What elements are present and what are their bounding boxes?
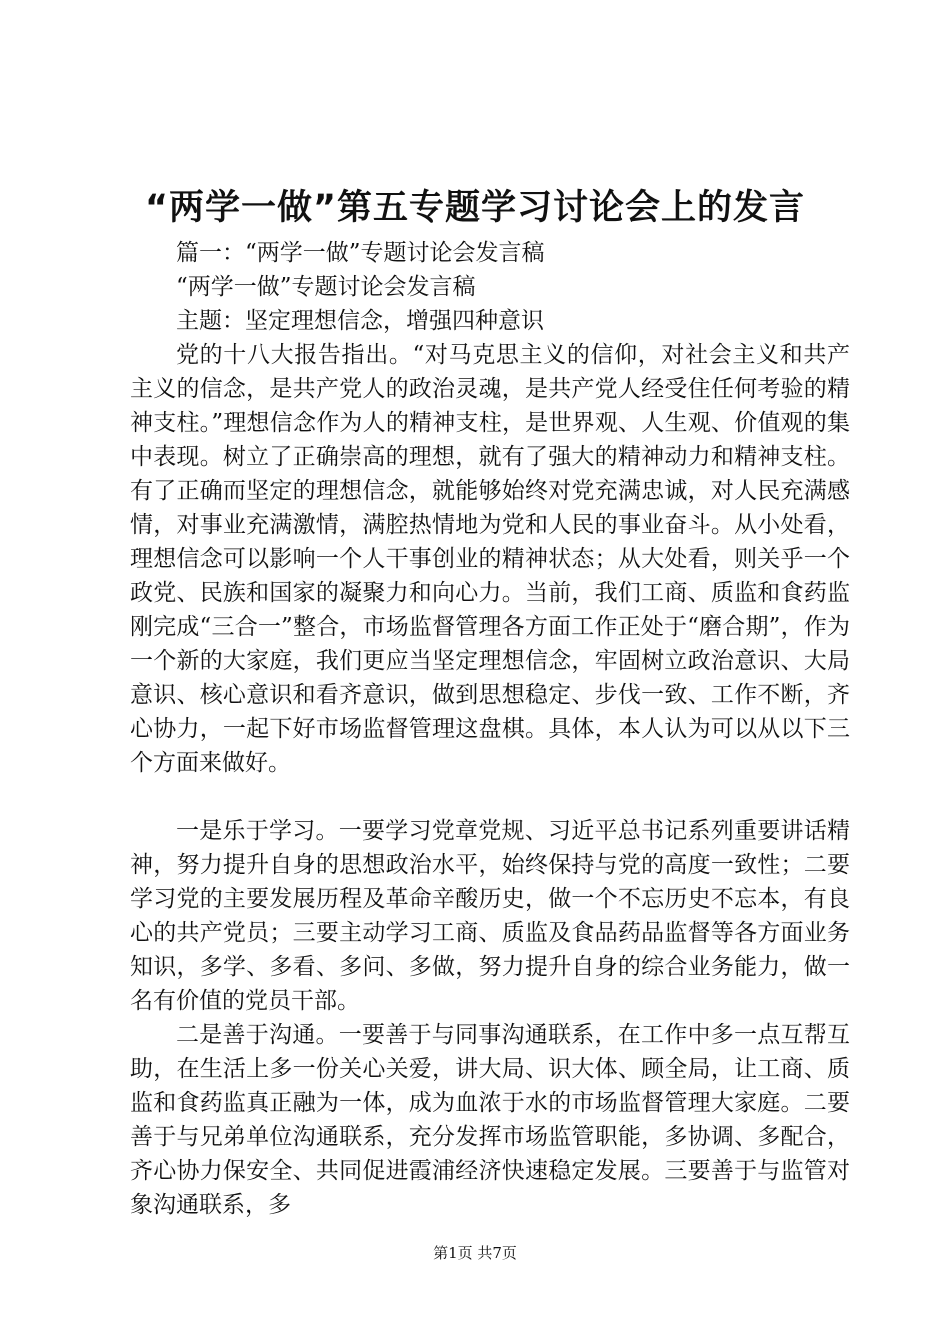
page-footer: 第1页 共7页 (433, 1244, 517, 1262)
paragraph-subtitle-1: 篇一：“两学一做”专题讨论会发言稿 (176, 240, 545, 266)
document-body (130, 236, 850, 1222)
paragraph-intro: 党的十八大报告指出。“对马克思主义的信仰，对社会主义和共产主义的信念，是共产党人的政治灵魂，是共产党人经受住任何考验的精神支柱。”理想信念作为人的精神支柱，是世界观、人生观、价值观的集中表现。树立了正确崇高的理想，就有了强大的精神动力和精神支柱。有了正确而坚定的理想信念，就能够始终对党充满忠诚，对人民充满感情，对事业充满激情，满腔热情地为党和人民的事业奋斗。从小处看，理想信念可以影响一个人干事创业的精神状态；从大处看，则关乎一个政党、民族和国家的凝聚力和向心力。当前，我们工商、质监和食药监刚完成“三合一”整合，市场监督管理各方面工作正处于“磨合期”，作为一个新的大家庭，我们更应当坚定理想信念，牢固树立政治意识、大局意识、核心意识和看齐意识，做到思想稳定、步伐一致、工作不断，齐心协力，一起下好市场监督管理这盘棋。具体，本人认为可以从以下三个方面来做好。 (130, 342, 850, 776)
paragraph-theme: 主题：坚定理想信念，增强四种意识 (176, 308, 544, 334)
paragraph-point-2: 二是善于沟通。一要善于与同事沟通联系，在工作中多一点互帮互助，在生活上多一份关心关爱，讲大局、识大体、顾全局，让工商、质监和食药监真正融为一体，成为血浓于水的市场监督管理大家庭。二要善于与兄弟单位沟通联系，充分发挥市场监管职能，多协调、多配合，齐心协力保安全、共同促进霞浦经济快速稳定发展。三要善于与监管对象沟通联系，多 (130, 1022, 850, 1218)
document-title: “两学一做”第五专题学习讨论会上的发言 (144, 188, 805, 228)
paragraph-point-1: 一是乐于学习。一要学习党章党规、习近平总书记系列重要讲话精神，努力提升自身的思想政治水平，始终保持与党的高度一致性；二要学习党的主要发展历程及革命辛酸历史，做一个不忘历史不忘本，有良心的共产党员；三要主动学习工商、质监及食品药品监督等各方面业务知识，多学、多看、多问、多做，努力提升自身的综合业务能力，做一名有价值的党员干部。 (130, 818, 850, 1014)
paragraph-subtitle-2: “两学一做”专题讨论会发言稿 (176, 274, 476, 300)
